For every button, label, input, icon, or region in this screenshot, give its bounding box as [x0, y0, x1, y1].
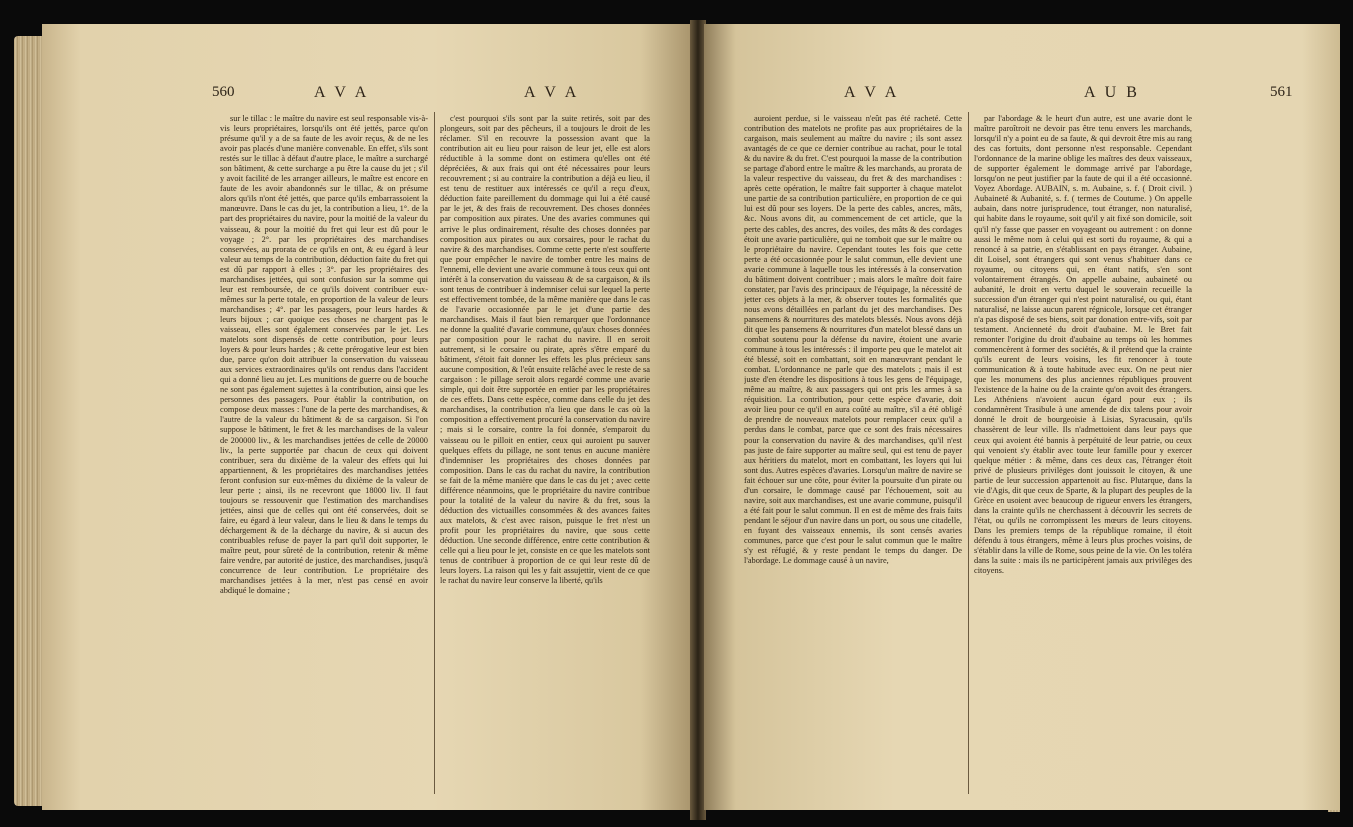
- right-page-column-1: [744, 114, 962, 794]
- left-page-column-1: [220, 114, 428, 794]
- open-book: [14, 10, 1340, 822]
- column-text: par l'abordage & le heurt d'un autre, est une avarie dont le maître paroîtroit ne devoir pas être tenu envers les marchands, lorsqu'il n'y a point eu de sa faute, & qui devroit être mis au rang des cas fortuits, dont personne n'est responsable. Cependant l'ordonnance de la marine oblige les maîtres des deux vaisseaux, de supporter également le dommage arrivé par l'abordage, lorsqu'on ne peut justifier par la faute de qui il a été occasionné. Voyez Abordage. AUBAIN, s. m. Aubaine, s. f. ( Droit civil. ) Aubaineté & Aubanité, s. f. ( termes de Coutume. ) On appelle aubain, dans notre jurisprudence, tout étranger, non naturalisé, qui habite dans le royaume, soit qu'il y ait fixé son domicile, soit qu'il n'y fasse que passer en voyageant ou autrement : on donne aussi le même nom à celui qui est sorti du royaume, & qui a renoncé à sa patrie, en s'établissant en pays étranger. Aubaine, dit Loisel, sont étrangers qui sont venus s'habituer dans ce royaume, ou citoyens qui, en étant natifs, s'en sont volontairement étrangés. On appelle aubaine, aubaineté ou aubanité, le droit en vertu duquel le souverain recueille la succession d'un étranger qui n'est point naturalisé, ou qui, étant naturalisé, ne laisse aucun parent régnicole, lorsque cet étranger n'a pas disposé de ses biens, soit par donation entre-vifs, soit par testament. Ancienneté du droit d'aubaine. M. le Bret fait remonter l'origine du droit d'aubaine au temps où les hommes commencèrent à former des sociétés, & il prétend que la crainte qu'ils eurent de leurs voisins, les fit renoncer à toute communication & à toute habitude avec eux. On ne peut nier que les monumens des plus anciennes républiques prouvent l'existence de la haine ou de la crainte qu'on avoit des étrangers. Les Athéniens n'avoient aucun égard pour eux ; ils condamnèrent Trasibule à une amende de dix talens pour avoir donné le droit de bourgeoisie à Lisias, Syracusain, qu'ils chassèrent de leur ville. Ils n'admettoient dans leur pays que ceux qui avoient été bannis à perpétuité de leur patrie, ou ceux qui venoient s'y établir avec toute leur famille pour y exercer quelque métier : & même, dans ces deux cas, l'étranger étoit privé de plusieurs privilèges dont jouissoit le citoyen, & une partie de leur succession appartenoit au fisc. Plutarque, dans la vie d'Agis, dit que ceux de Sparte, & la plupart des peuples de la Grèce en usoient avec beaucoup de rigueur envers les étrangers, dans la crainte qu'ils ne cherchassent à découvrir les secrets de l'état, ou qu'ils ne corrompissent les mœurs de leurs citoyens. Dans les premiers temps de la république romaine, il étoit défendu à tous étrangers, même à leurs plus proches voisins, de s'établir dans la ville de Rome, sous peine de la vie. On les toléra dans la suite : mais ils ne participèrent jamais aux privilèges des citoyens.: [974, 114, 1192, 576]
- column-text: auroient perdue, si le vaisseau n'eût pas été racheté. Cette contribution des matelots ne profite pas aux propriétaires de la cargaison, mais seulement au maître du navire ; ils sont assez avantagés de ce que ce dernier contribue au rachat, pour le total & du navire & du fret. C'est pourquoi la masse de la contribution se partage d'abord entre le maître & les marchands, au prorata de la valeur respective du vaisseau, du fret & des marchandises : après cette opération, le maître fait supporter à chaque matelot une partie de sa contribution particulière, en proportion de ce qui lui est dû pour ses loyers. De la perte des cables, ancres, mâts, &c. Nous avons dit, au commencement de cet article, que la perte des cables, des ancres, des voiles, des mâts & des cordages étoit une avarie particulière, qui ne tomboit que sur le maître ou le propriétaire du navire. Cependant toutes les fois que cette perte a été occasionnée pour le salut commun, elle devient une avarie commune à laquelle tous les intéressés à la conservation du bâtiment doivent contribuer ; mais alors le maître doit faire constater, par l'avis des principaux de l'équipage, la nécessité de jetter ces objets à la mer, & observer toutes les formalités que nous avons détaillées en parlant du jet des marchandises. Des pansemens & nourritures des matelots blessés. Nous avons déjà dit que les pansemens & nourritures d'un matelot blessé dans un combat soutenu pour la défense du navire, étoient une avarie commune à tous les intéressés : il importe peu que le matelot ait été blessé, soit en combattant, soit en manœuvrant pendant le combat. L'ordonnance ne parle que des matelots ; mais il est juste d'en étendre les dispositions à tous les gens de l'équipage, même au maître, & aux passagers qui ont pris les armes à sa réquisition. La contribution, pour cette espèce d'avarie, doit avoir lieu pour ce qu'il en aura coûté au maître, s'il a été obligé de prendre de nouveaux matelots pour remplacer ceux qu'il a perdus dans le combat, parce que ce sont des frais nécessaires pour la conservation du navire & des marchandises, qu'il n'est pas juste de faire supporter au maître seul, qui est tenu de payer aux héritiers du matelot, mort en combattant, les loyers qui lui sont dus. Autres espèces d'avaries. Lorsqu'un maître de navire se fait échouer sur une côte, pour éviter la poursuite d'un pirate ou d'un corsaire, le dommage causé par l'échouement, soit au navire, soit aux marchandises, est une avarie commune, puisqu'il a été fait pour le salut commun. Il en est de même des frais faits pendant le séjour d'un navire dans un port, ou sous une citadelle, en fuyant des vaisseaux ennemis, ils sont censés avaries communes, parce que c'est pour le salut commun que le maître s'y est réfugié, & y reste pendant le temps du danger. De l'abordage. Le dommage causé à un navire,: [744, 114, 962, 566]
- running-head-right-col2: A U B: [1084, 84, 1140, 101]
- left-page: [42, 24, 692, 810]
- column-rule: [968, 112, 969, 794]
- right-page: [704, 24, 1340, 810]
- right-page-column-2: [974, 114, 1192, 794]
- running-head-left-col2: A V A: [524, 84, 580, 101]
- running-head-right-col1: A V A: [844, 84, 900, 101]
- page-number-left: 560: [212, 84, 235, 100]
- column-text: sur le tillac : le maître du navire est seul responsable vis-à-vis leurs propriétaires, lorsqu'ils ont été jettés, parce qu'on présume qu'il y a de sa faute de les avoir reçus, & de ne les avoir pas placés d'une manière convenable. En effet, s'ils sont restés sur le tillac à défaut d'autre place, le maître a surchargé son bâtiment, & cette surcharge a pu être la cause du jet ; s'il y avoit facilité de les arranger ailleurs, le maître est encore en faute de les avoir abandonnés sur le tillac, & on présume alors qu'ils n'ont été jettés, que parce qu'ils embarrassoient la manœuvre. Dans le cas du jet, la contribution a lieu, 1°. de la part des propriétaires du navire, pour la moitié de la valeur du vaisseau, & pour la moitié du fret qui leur est dû pour le voyage ; 2°. par les propriétaires des marchandises conservées, au prorata de ce qu'ils en ont, & eu égard à leur valeur au temps de la contribution, déduction faite du fret qui est dû par rapport à elles ; 3°. par les propriétaires des marchandises jettées, qui sont confusion sur la somme qui leur est remboursée, de ce qu'ils doivent contribuer eux-mêmes sur la perte totale, en proportion de la valeur de leurs marchandises ; 4°. par les passagers, pour leurs hardes & leurs bijoux ; car quoique ces choses ne chargent pas le vaisseau, elles sont également conservées par le jet. Les matelots sont dispensés de cette contribution, pour leurs loyers & pour leurs hardes ; & cette prérogative leur est bien due, parce qu'on doit attribuer la conservation du vaisseau aux services extraordinaires qu'ils ont rendus dans l'accident qui a donné lieu au jet. Les munitions de guerre ou de bouche ne sont pas également sujettes à la contribution, ainsi que les personnes des passagers. Pour établir la contribution, on compose deux masses : l'une de la perte des marchandises, & l'autre de la valeur du bâtiment & de sa cargaison. Si l'on suppose le bâtiment, le fret & les marchandises de la valeur de 200000 liv., & les marchandises jettées de celle de 20000 liv., la perte supportée par chacun de ceux qui doivent contribuer, sera du dixième de la valeur des effets qui lui appartiennent, & les propriétaires des marchandises jettées feront confusion sur eux-mêmes du dixième de la valeur de leur perte ; ainsi, ils ne recevront que 18000 liv. Il faut toujours se ressouvenir que l'estimation des marchandises jettées, ainsi que de celles qui ont été conservées, doit se faire, eu égard à leur valeur, dans le lieu & dans le temps du déchargement & de la décharge du navire, & si aucun des contribuables refuse de payer la part qu'il doit supporter, le maître peut, pour sûreté de la contribution, retenir & même faire vendre, par autorité de justice, des marchandises, jusqu'à concurrence de leur contribution. Le propriétaire des marchandises jettées à la mer, n'est pas censé en avoir abdiqué le domaine ;: [220, 114, 428, 596]
- running-head-left-col1: A V A: [314, 84, 370, 101]
- column-rule: [434, 112, 435, 794]
- column-text: c'est pourquoi s'ils sont par la suite retirés, soit par des plongeurs, soit par des pêcheurs, il a toujours le droit de les réclamer. S'il en recouvre la possession avant que la contribution ait eu lieu pour raison de leur jet, elle est alors réductible à la somme dont on estimera qu'elles ont été dépréciées, & aux frais qui ont été nécessaires pour leurs recouvrement ; si au contraire la contribution a déjà eu lieu, il est tenu de restituer aux intéressés ce qu'il a reçu d'eux, déduction faite pareillement du dommage qui lui a été causé par le jet, & des frais de recouvrement. Des choses données par composition aux pirates. Une des avaries communes qui arrive le plus ordinairement, résulte des choses données par composition aux pirates ou aux corsaires, pour le rachat du navire & des marchandises. Comme cette perte n'est soufferte que pour empêcher le navire de tomber entre les mains de l'ennemi, elle devient une avarie commune à tous ceux qui ont intérêt à la conservation du vaisseau & de sa cargaison, & ils sont tenus de contribuer à indemniser celui sur lequel la perte est effectivement tombée, de la même manière que dans le cas de l'avarie occasionnée par le jet d'une partie des marchandises. Mais il faut bien remarquer que l'ordonnance ne donne la qualité d'avarie commune, qu'aux choses données par composition pour le rachat du navire. Il en seroit autrement, si le corsaire ou pirate, après s'être emparé du bâtiment, s'étoit fait donner les effets les plus précieux sans aucune composition, & l'eût ensuite relâché avec le reste de sa cargaison : le pillage seroit alors regardé comme une avarie simple, qui doit être supportée en entier par les propriétaires de ces effets. Dans cette espèce, comme dans celle du jet des marchandises, la contribution n'a lieu que dans le cas où la composition a effectivement procuré la conservation du navire ; mais si le corsaire, contre la foi donnée, s'emparoit du vaisseau ou le pilloit en entier, ceux qui auroient pu sauver quelques effets du pillage, ne sont tenus en aucune manière d'indemniser les propriétaires des choses données par composition. Dans le cas du rachat du navire, la contribution se fait de la même manière que dans le cas du jet ; avec cette différence néanmoins, que le propriétaire du navire contribue pour la totalité de la valeur du navire & du fret, sous la déduction des victuailles consommées & des avances faites aux matelots, & c'est avec raison, puisque le fret n'est un profit pour les propriétaires du navire, que sous cette déduction. Une seconde différence, entre cette contribution & celle qui a lieu pour le jet, consiste en ce que les matelots sont tenus de contribuer à proportion de ce qui leur reste dû de leurs loyers. La raison qui les y fait assujettir, vient de ce que le rachat du navire leur conserve la liberté, qu'ils: [440, 114, 650, 586]
- right-page-header: [704, 84, 1340, 106]
- left-page-edges: [14, 36, 44, 806]
- page-number-right: 561: [1270, 84, 1293, 100]
- left-page-header: [42, 84, 692, 106]
- left-page-column-2: [440, 114, 650, 794]
